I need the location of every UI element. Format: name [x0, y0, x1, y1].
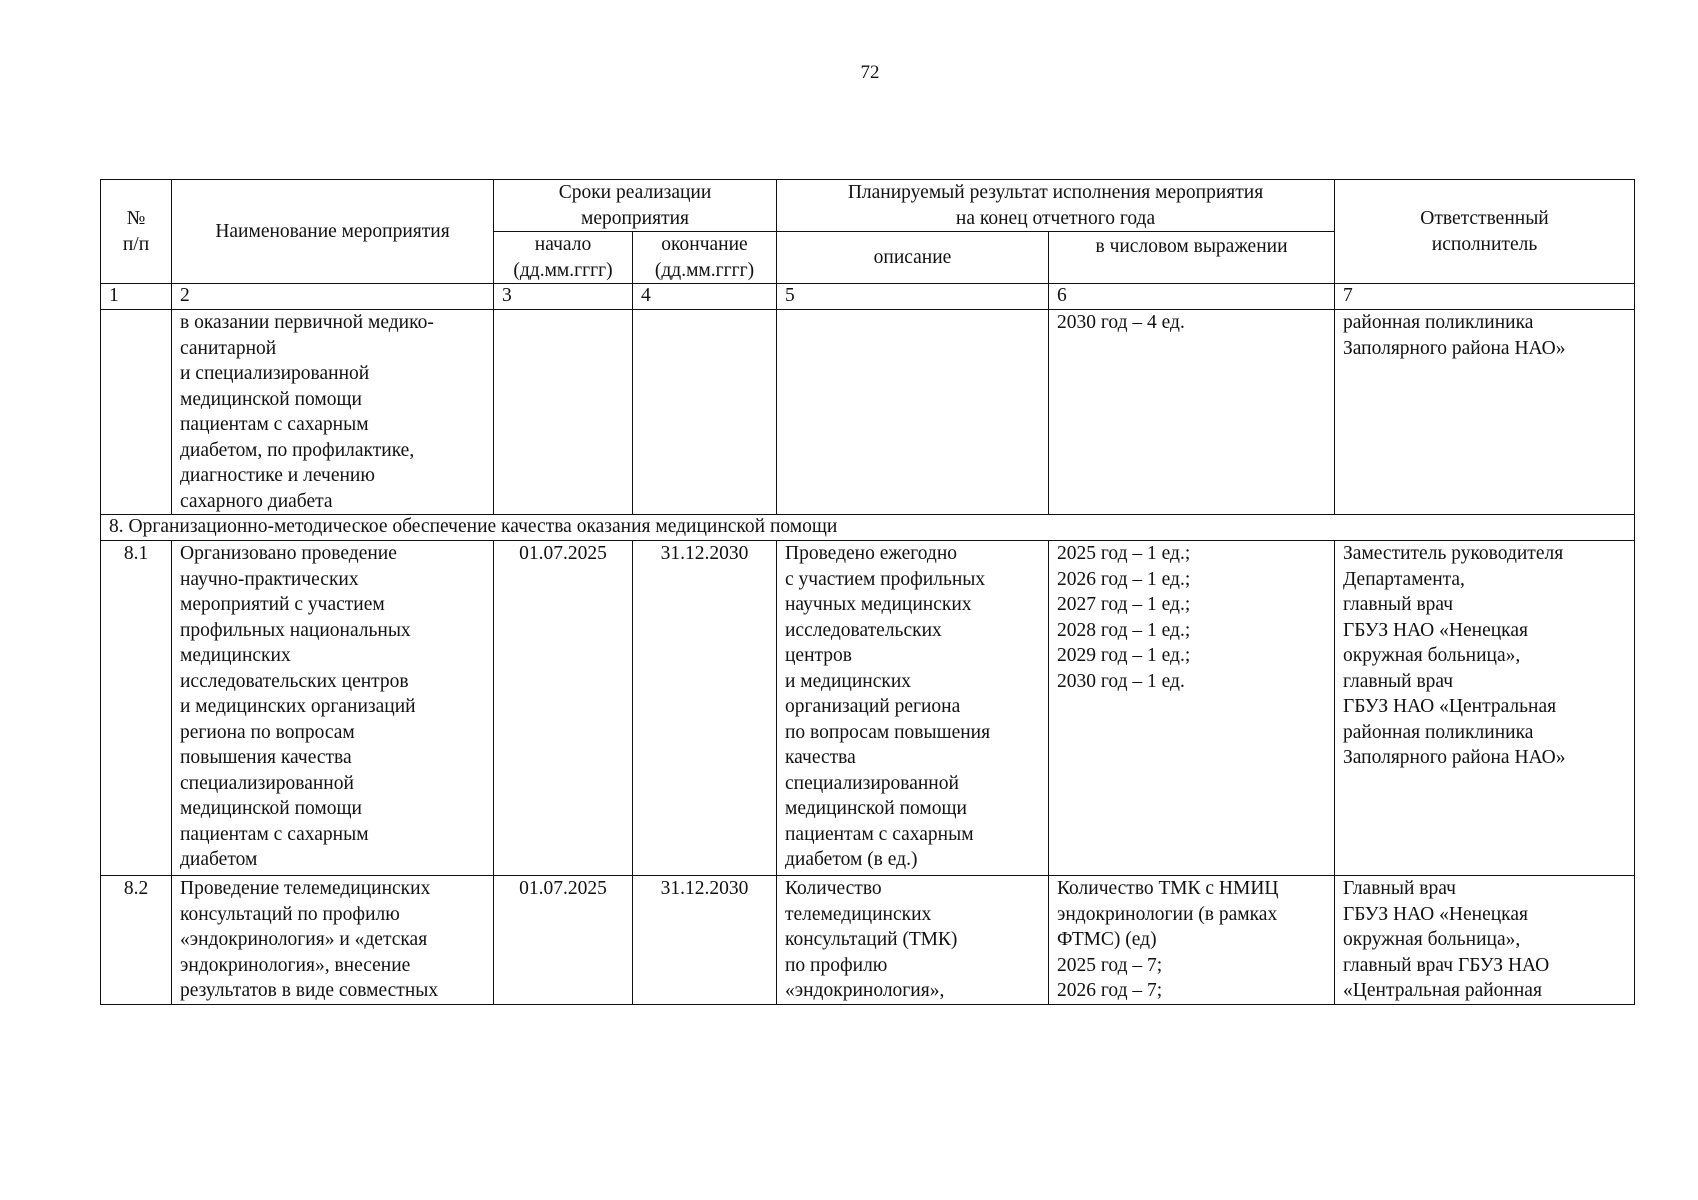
- row-number: 8.2: [101, 876, 172, 1005]
- start-date: [494, 310, 633, 515]
- result-description: Проведено ежегодно с участием профильных научных медицинских исследовательских центров и медицинских организаций региона по вопросам повышения качества специализированной медицинской помощи пациентам с сахарным диабетом (в ед.): [777, 541, 1049, 876]
- responsible-executor: районная поликлиника Заполярного района НАО»: [1335, 310, 1635, 515]
- end-date: 31.12.2030: [633, 541, 777, 876]
- start-date: 01.07.2025: [494, 541, 633, 876]
- column-number: 2: [172, 284, 494, 310]
- responsible-executor: Главный врач ГБУЗ НАО «Ненецкая окружная больница», главный врач ГБУЗ НАО «Центральная районная: [1335, 876, 1635, 1005]
- column-number: 5: [777, 284, 1049, 310]
- header-terms: Сроки реализации мероприятия: [494, 180, 777, 232]
- result-numeric: Количество ТМК с НМИЦ эндокринологии (в рамках ФТМС) (ед) 2025 год – 7; 2026 год – 7;: [1049, 876, 1335, 1005]
- header-numeric-value: в числовом выражении: [1049, 232, 1335, 284]
- column-number: 4: [633, 284, 777, 310]
- column-number: 6: [1049, 284, 1335, 310]
- section-heading-row: [101, 515, 1635, 541]
- event-name: в оказании первичной медико- санитарной и специализированной медицинской помощи пациентам с сахарным диабетом, по профилактике, диагностике и лечению сахарного диабета: [172, 310, 494, 515]
- start-date: 01.07.2025: [494, 876, 633, 1005]
- header-start-date: начало (дд.мм.гггг): [494, 232, 633, 284]
- result-numeric: 2030 год – 4 ед.: [1049, 310, 1335, 515]
- header-number: № п/п: [101, 180, 172, 284]
- section-title: 8. Организационно-методическое обеспечение качества оказания медицинской помощи: [101, 515, 1635, 541]
- column-number: 3: [494, 284, 633, 310]
- row-number: 8.1: [101, 541, 172, 876]
- result-description: [777, 310, 1049, 515]
- end-date: [633, 310, 777, 515]
- header-responsible: Ответственный исполнитель: [1335, 180, 1635, 284]
- column-numbers-row: [101, 284, 1635, 310]
- table-row: [101, 876, 1635, 1005]
- event-name: Проведение телемедицинских консультаций по профилю «эндокринология» и «детская эндокринология», внесение результатов в виде совместных: [172, 876, 494, 1005]
- event-name: Организовано проведение научно-практических мероприятий с участием профильных национальных медицинских исследовательских центров и медицинских организаций региона по вопросам повышения качества специализированной медицинской помощи пациентам с сахарным диабетом: [172, 541, 494, 876]
- page-number: 72: [860, 62, 880, 83]
- end-date: 31.12.2030: [633, 876, 777, 1005]
- column-number: 7: [1335, 284, 1635, 310]
- header-description: описание: [777, 232, 1049, 284]
- events-table: [100, 179, 1635, 1005]
- table-row: [101, 310, 1635, 515]
- table-row: [101, 541, 1635, 876]
- result-description: Количество телемедицинских консультаций (ТМК) по профилю «эндокринология»,: [777, 876, 1049, 1005]
- header-planned-result: Планируемый результат исполнения мероприятия на конец отчетного года: [777, 180, 1335, 232]
- result-numeric: 2025 год – 1 ед.; 2026 год – 1 ед.; 2027 год – 1 ед.; 2028 год – 1 ед.; 2029 год – 1 ед.; 2030 год – 1 ед.: [1049, 541, 1335, 876]
- header-end-date: окончание (дд.мм.гггг): [633, 232, 777, 284]
- responsible-executor: Заместитель руководителя Департамента, главный врач ГБУЗ НАО «Ненецкая окружная больница», главный врач ГБУЗ НАО «Центральная районная поликлиника Заполярного района НАО»: [1335, 541, 1635, 876]
- row-number: [101, 310, 172, 515]
- header-event-name: Наименование мероприятия: [172, 180, 494, 284]
- column-number: 1: [101, 284, 172, 310]
